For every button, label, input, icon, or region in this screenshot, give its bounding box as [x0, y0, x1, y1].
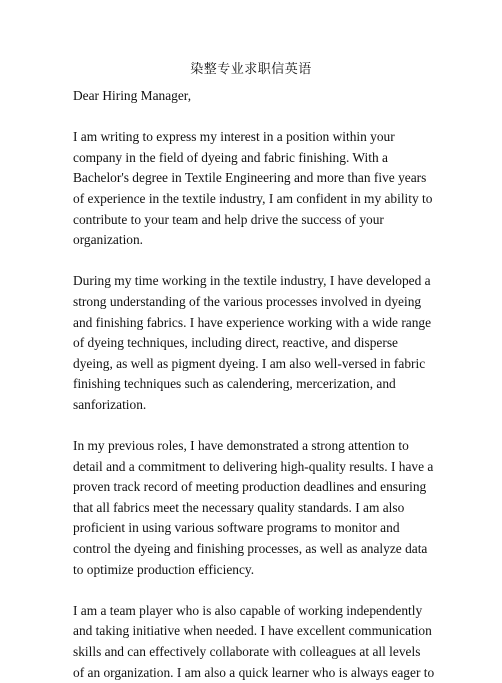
paragraph-line: contribute to your team and help drive the success of your [73, 211, 384, 227]
paragraph-3 [73, 436, 433, 580]
paragraph-line: and finishing fabrics. I have experience working with a wide range [73, 314, 432, 330]
paragraph-4 [73, 601, 433, 683]
paragraph-line: I am writing to express my interest in a position within your [73, 129, 395, 145]
paragraph-gap [73, 416, 433, 437]
paragraph-gap [73, 580, 433, 601]
paragraph-line: dyeing, as well as pigment dyeing. I am also well-versed in fabric [73, 355, 426, 371]
paragraph-line: sanforization. [73, 396, 147, 412]
paragraph-2 [73, 271, 433, 415]
paragraph-line: control the dyeing and finishing processes, as well as analyze data [73, 541, 428, 557]
paragraph-line: of an organization. I am also a quick learner who is always eager to [73, 664, 435, 680]
paragraph-line: to optimize production efficiency. [73, 561, 255, 577]
paragraph-line: of experience in the textile industry, I am confident in my ability to [73, 190, 433, 206]
paragraph-line: I am a team player who is also capable of working independently [73, 602, 423, 618]
letter-body [73, 86, 433, 683]
paragraph-line: finishing techniques such as calendering, mercerization, and [73, 376, 396, 392]
paragraph-line: and taking initiative when needed. I have excellent communication [73, 623, 432, 639]
paragraph-line: proven track record of meeting production deadlines and ensuring [73, 479, 427, 495]
paragraph-line: strong understanding of the various processes involved in dyeing [73, 293, 422, 309]
paragraph-line: of dyeing techniques, including direct, reactive, and disperse [73, 335, 398, 351]
paragraph-line: organization. [73, 232, 144, 248]
paragraph-line: skills and can effectively collaborate with colleagues at all levels [73, 644, 421, 660]
paragraph-1 [73, 127, 433, 251]
paragraph-line: proficient in using various software programs to monitor and [73, 520, 400, 536]
salutation: Dear Hiring Manager, [73, 88, 192, 103]
paragraph-line: Bachelor's degree in Textile Engineering and more than five years [73, 170, 427, 186]
paragraph-gap [73, 107, 433, 128]
paragraph-line: that all fabrics meet the necessary quality standards. I am also [73, 499, 405, 515]
paragraph-line: company in the field of dyeing and fabric finishing. With a [73, 149, 388, 165]
paragraph-line: In my previous roles, I have demonstrated a strong attention to [73, 438, 409, 454]
paragraph-gap [73, 251, 433, 272]
paragraph-line: During my time working in the textile industry, I have developed a [73, 273, 431, 289]
document-title: 染整专业求职信英语 [190, 61, 312, 76]
paragraph-line: detail and a commitment to delivering high-quality results. I have a [73, 458, 434, 474]
